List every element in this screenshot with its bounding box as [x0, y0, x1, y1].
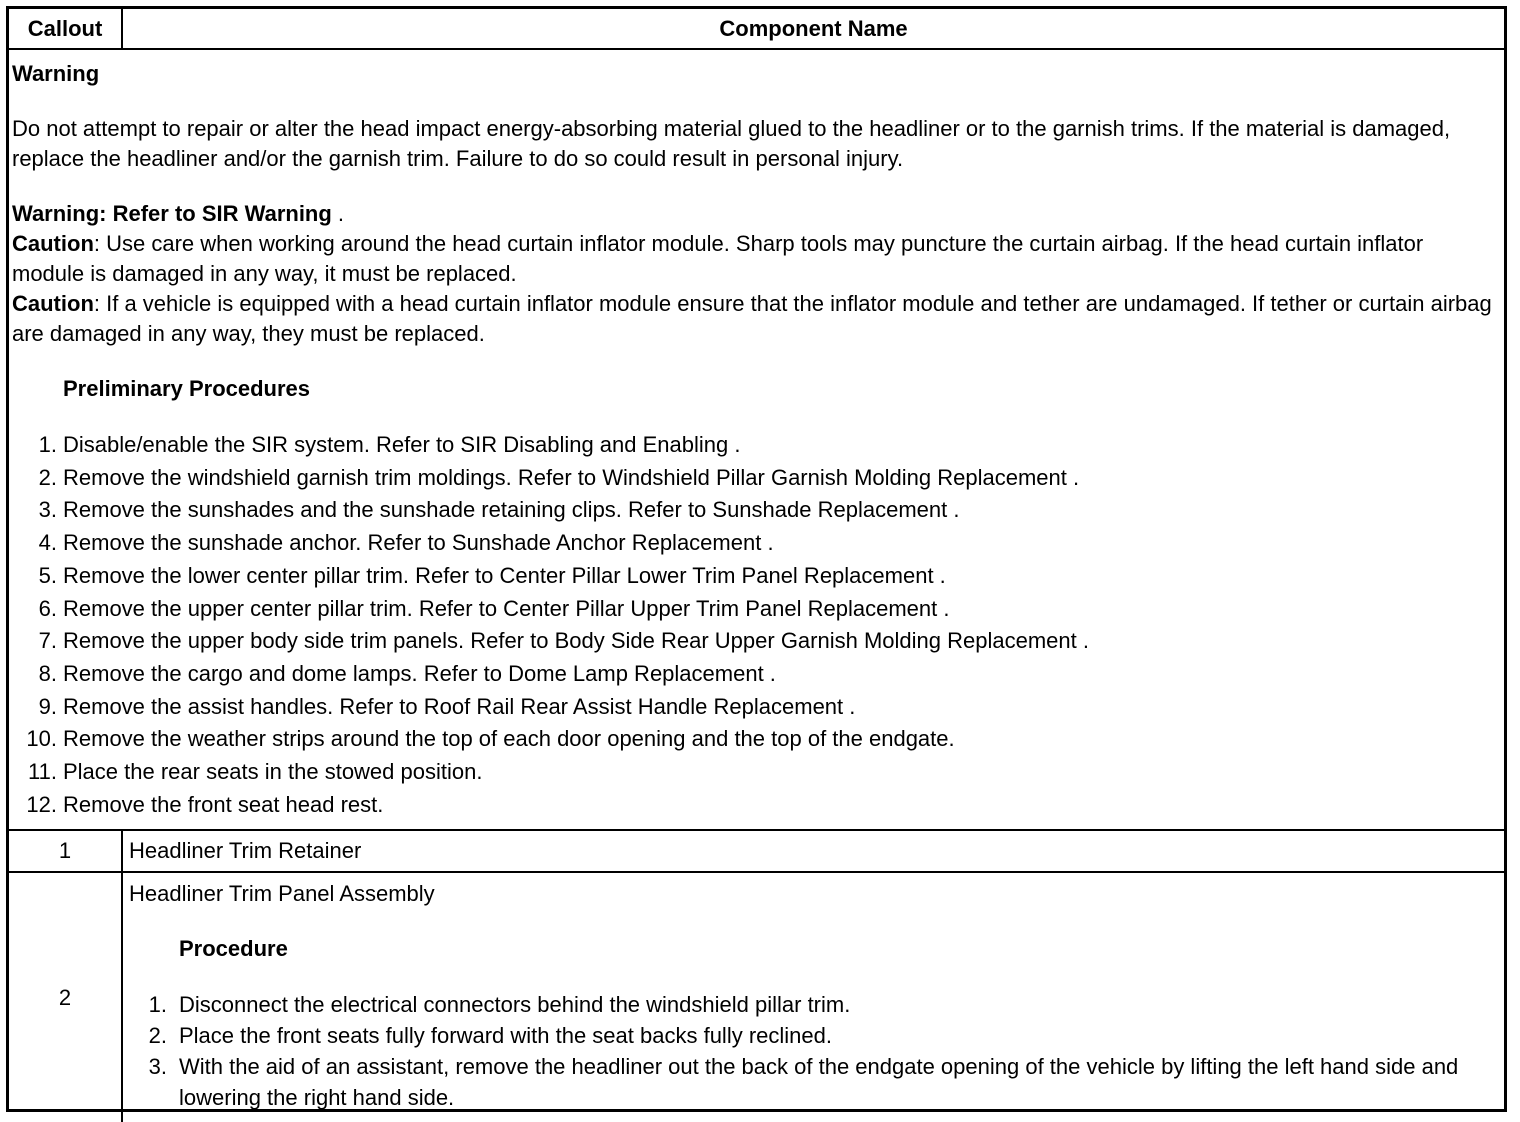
sir-warning: Warning: Refer to SIR Warning [12, 201, 332, 226]
preliminary-procedures-heading: Preliminary Procedures [63, 376, 311, 401]
component-name-cell [122, 872, 1504, 1122]
warning-heading: Warning [12, 61, 100, 86]
callout-cell: 1 [9, 830, 122, 872]
list-item: 1. Disable/enable the SIR system. Refer to SIR Disabling and Enabling . [38, 432, 741, 457]
list-item: 9. Remove the assist handles. Refer to Roof Rail Rear Assist Handle Replacement . [38, 693, 856, 719]
component-name: Headliner Trim Panel Assembly [129, 881, 435, 907]
list-item: 4. Remove the sunshade anchor. Refer to Sunshade Anchor Replacement . [38, 530, 774, 556]
table-row [9, 872, 1504, 1122]
intro-cell [9, 49, 1504, 830]
list-item: 2. Remove the windshield garnish trim moldings. Refer to Windshield Pillar Garnish Molding Replacement . [38, 464, 1080, 490]
list-item: 3. Remove the sunshades and the sunshade retaining clips. Refer to Sunshade Replacement . [38, 497, 960, 523]
table-row [9, 830, 1504, 872]
component-table [6, 6, 1507, 1112]
caution-label-2: Caution [12, 291, 94, 316]
list-item: 6. Remove the upper center pillar trim. Refer to Center Pillar Upper Trim Panel Replacement . [38, 595, 950, 621]
sir-warning-end: . [331, 201, 345, 226]
list-item: 7. Remove the upper body side trim panels. Refer to Body Side Rear Upper Garnish Molding Replacement . [38, 628, 1089, 654]
component-name-cell: Headliner Trim Retainer [122, 830, 1504, 872]
list-item: 1. Disconnect the electrical connectors behind the windshield pillar trim. [148, 992, 851, 1018]
procedure-heading: Procedure [179, 936, 288, 962]
list-item: 11. Place the rear seats in the stowed position. [28, 759, 483, 785]
list-item: 3. With the aid of an assistant, remove the headliner out the back of the endgate opening of the vehicle by lifting the left hand side and lowering the right hand side. [148, 1054, 1459, 1111]
caution-2 [12, 289, 1500, 349]
preliminary-steps-list [12, 429, 1500, 821]
table-header-row [9, 9, 1504, 49]
list-item: 2. Place the front seats fully forward with the seat backs fully reclined. [148, 1023, 832, 1049]
procedure-steps-list [129, 989, 1504, 1113]
caution-text-1: : Use care when working around the head curtain inflator module. Sharp tools may puncture the curtain airbag. If the head curtain inflator module is damaged in any way, it must be replaced. [12, 231, 1424, 286]
caution-1 [12, 229, 1500, 289]
caution-text-2: : If a vehicle is equipped with a head curtain inflator module ensure that the inflator module and tether are undamaged. If tether or curtain airbag are damaged in any way, they must be replaced. [12, 291, 1492, 346]
list-item: 10. Remove the weather strips around the top of each door opening and the top of the endgate. [26, 726, 955, 752]
component-name-column-header: Component Name [122, 9, 1504, 49]
sir-warning-line [12, 199, 1500, 229]
intro-row [9, 49, 1504, 830]
callout-cell: 2 [9, 872, 122, 1122]
warning-text: Do not attempt to repair or alter the head impact energy-absorbing material glued to the headliner or to the garnish trims. If the material is damaged, replace the headliner and/or the garnish trim. Failure to do so could result in personal injury. [12, 116, 1451, 171]
list-item: 8. Remove the cargo and dome lamps. Refer to Dome Lamp Replacement . [38, 660, 776, 686]
callout-column-header: Callout [9, 9, 122, 49]
list-item: 5. Remove the lower center pillar trim. Refer to Center Pillar Lower Trim Panel Replacement . [38, 562, 946, 588]
caution-label-1: Caution [12, 231, 94, 256]
list-item: 12. Remove the front seat head rest. [26, 791, 384, 817]
